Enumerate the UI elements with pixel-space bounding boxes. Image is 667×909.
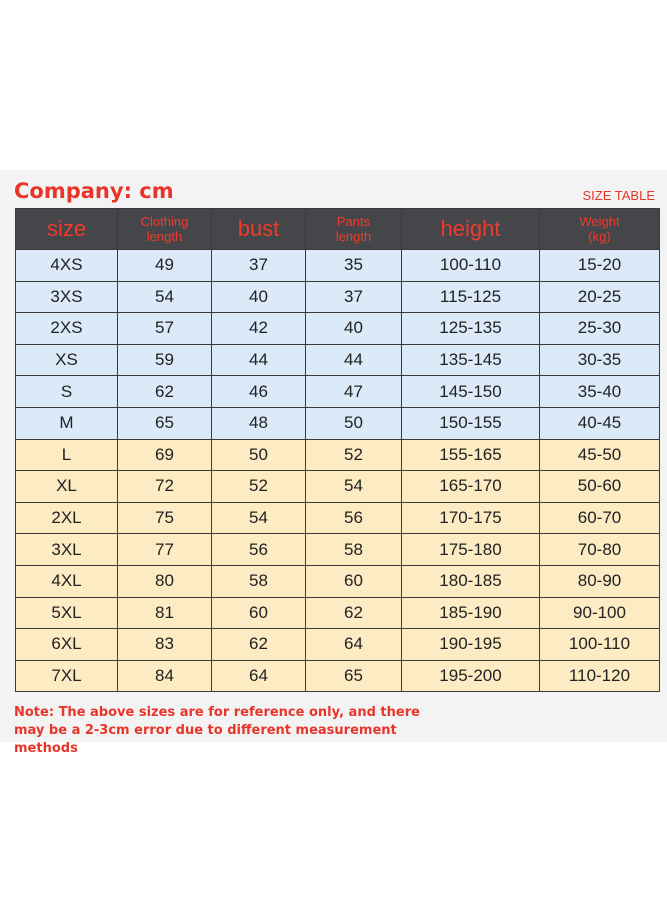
table-cell: 175-180 <box>402 534 540 566</box>
table-cell: 100-110 <box>402 250 540 282</box>
size-cell: 6XL <box>16 629 118 661</box>
table-cell: 56 <box>306 502 402 534</box>
column-header-label: bust <box>237 216 280 241</box>
table-row <box>16 629 660 661</box>
table-cell: 83 <box>118 629 212 661</box>
table-cell: 40-45 <box>540 407 660 439</box>
table-cell: 81 <box>118 597 212 629</box>
column-header-weight-kg <box>540 209 660 250</box>
table-cell: 57 <box>118 313 212 345</box>
table-cell: 30-35 <box>540 344 660 376</box>
table-cell: 70-80 <box>540 534 660 566</box>
table-body <box>16 250 660 692</box>
column-header-line: Pants <box>336 214 371 229</box>
table-cell: 50 <box>212 439 306 471</box>
table-cell: 44 <box>212 344 306 376</box>
table-cell: 115-125 <box>402 281 540 313</box>
table-row <box>16 376 660 408</box>
table-cell: 190-195 <box>402 629 540 661</box>
column-header-line: length <box>335 229 372 244</box>
column-header-height <box>402 209 540 250</box>
table-cell: 45-50 <box>540 439 660 471</box>
table-row <box>16 565 660 597</box>
column-header-size <box>16 209 118 250</box>
table-cell: 64 <box>306 629 402 661</box>
column-header-pants-length <box>306 209 402 250</box>
table-cell: 100-110 <box>540 629 660 661</box>
table-cell: 185-190 <box>402 597 540 629</box>
table-cell: 52 <box>306 439 402 471</box>
size-cell: 2XS <box>16 313 118 345</box>
table-cell: 77 <box>118 534 212 566</box>
table-cell: 170-175 <box>402 502 540 534</box>
table-cell: 80-90 <box>540 565 660 597</box>
column-header-clothing-length <box>118 209 212 250</box>
table-cell: 44 <box>306 344 402 376</box>
table-row <box>16 281 660 313</box>
table-cell: 47 <box>306 376 402 408</box>
column-header-line: Weight <box>579 214 620 229</box>
table-cell: 59 <box>118 344 212 376</box>
table-cell: 37 <box>306 281 402 313</box>
size-table-label: SIZE TABLE <box>582 188 655 203</box>
table-cell: 54 <box>118 281 212 313</box>
table-cell: 80 <box>118 565 212 597</box>
table-cell: 155-165 <box>402 439 540 471</box>
table-cell: 40 <box>212 281 306 313</box>
table-cell: 84 <box>118 660 212 692</box>
table-cell: 46 <box>212 376 306 408</box>
table-cell: 56 <box>212 534 306 566</box>
table-cell: 50-60 <box>540 471 660 503</box>
size-cell: M <box>16 407 118 439</box>
table-cell: 135-145 <box>402 344 540 376</box>
table-cell: 90-100 <box>540 597 660 629</box>
table-cell: 64 <box>212 660 306 692</box>
size-cell: 3XS <box>16 281 118 313</box>
table-cell: 37 <box>212 250 306 282</box>
table-cell: 150-155 <box>402 407 540 439</box>
table-cell: 145-150 <box>402 376 540 408</box>
table-cell: 195-200 <box>402 660 540 692</box>
table-cell: 180-185 <box>402 565 540 597</box>
measurement-note: Note: The above sizes are for reference only, and there may be a 2-3cm error due to different measurement methods <box>14 705 420 756</box>
table-cell: 75 <box>118 502 212 534</box>
table-cell: 125-135 <box>402 313 540 345</box>
table-cell: 54 <box>306 471 402 503</box>
table-row <box>16 407 660 439</box>
table-cell: 165-170 <box>402 471 540 503</box>
table-cell: 40 <box>306 313 402 345</box>
unit-label: Company: cm <box>14 179 174 203</box>
table-row <box>16 597 660 629</box>
table-cell: 48 <box>212 407 306 439</box>
column-header-bust <box>212 209 306 250</box>
table-row <box>16 534 660 566</box>
size-cell: L <box>16 439 118 471</box>
size-cell: XS <box>16 344 118 376</box>
table-cell: 52 <box>212 471 306 503</box>
table-cell: 50 <box>306 407 402 439</box>
size-cell: 4XS <box>16 250 118 282</box>
column-header-label: height <box>440 216 501 241</box>
table-cell: 20-25 <box>540 281 660 313</box>
size-cell: 2XL <box>16 502 118 534</box>
table-cell: 65 <box>118 407 212 439</box>
size-cell: XL <box>16 471 118 503</box>
table-cell: 65 <box>306 660 402 692</box>
table-row <box>16 313 660 345</box>
table-cell: 62 <box>212 629 306 661</box>
table-cell: 62 <box>118 376 212 408</box>
table-row <box>16 344 660 376</box>
size-cell: S <box>16 376 118 408</box>
size-cell: 4XL <box>16 565 118 597</box>
table-cell: 15-20 <box>540 250 660 282</box>
size-cell: 3XL <box>16 534 118 566</box>
column-header-line: length <box>146 229 183 244</box>
table-cell: 60-70 <box>540 502 660 534</box>
table-cell: 60 <box>212 597 306 629</box>
table-row <box>16 502 660 534</box>
table-cell: 42 <box>212 313 306 345</box>
table-cell: 110-120 <box>540 660 660 692</box>
column-header-label: size <box>46 216 87 241</box>
table-row <box>16 439 660 471</box>
table-cell: 58 <box>306 534 402 566</box>
column-header-line: Clothing <box>140 214 189 229</box>
table-cell: 72 <box>118 471 212 503</box>
table-cell: 35-40 <box>540 376 660 408</box>
table-row <box>16 250 660 282</box>
table-cell: 60 <box>306 565 402 597</box>
table-row <box>16 660 660 692</box>
table-row <box>16 471 660 503</box>
table-cell: 58 <box>212 565 306 597</box>
size-cell: 7XL <box>16 660 118 692</box>
header-row <box>16 209 660 250</box>
table-cell: 49 <box>118 250 212 282</box>
table-cell: 35 <box>306 250 402 282</box>
table-cell: 25-30 <box>540 313 660 345</box>
table-cell: 69 <box>118 439 212 471</box>
table-cell: 54 <box>212 502 306 534</box>
size-table <box>15 208 660 692</box>
table-cell: 62 <box>306 597 402 629</box>
column-header-line: (kg) <box>588 229 611 244</box>
size-cell: 5XL <box>16 597 118 629</box>
table-header <box>16 209 660 250</box>
